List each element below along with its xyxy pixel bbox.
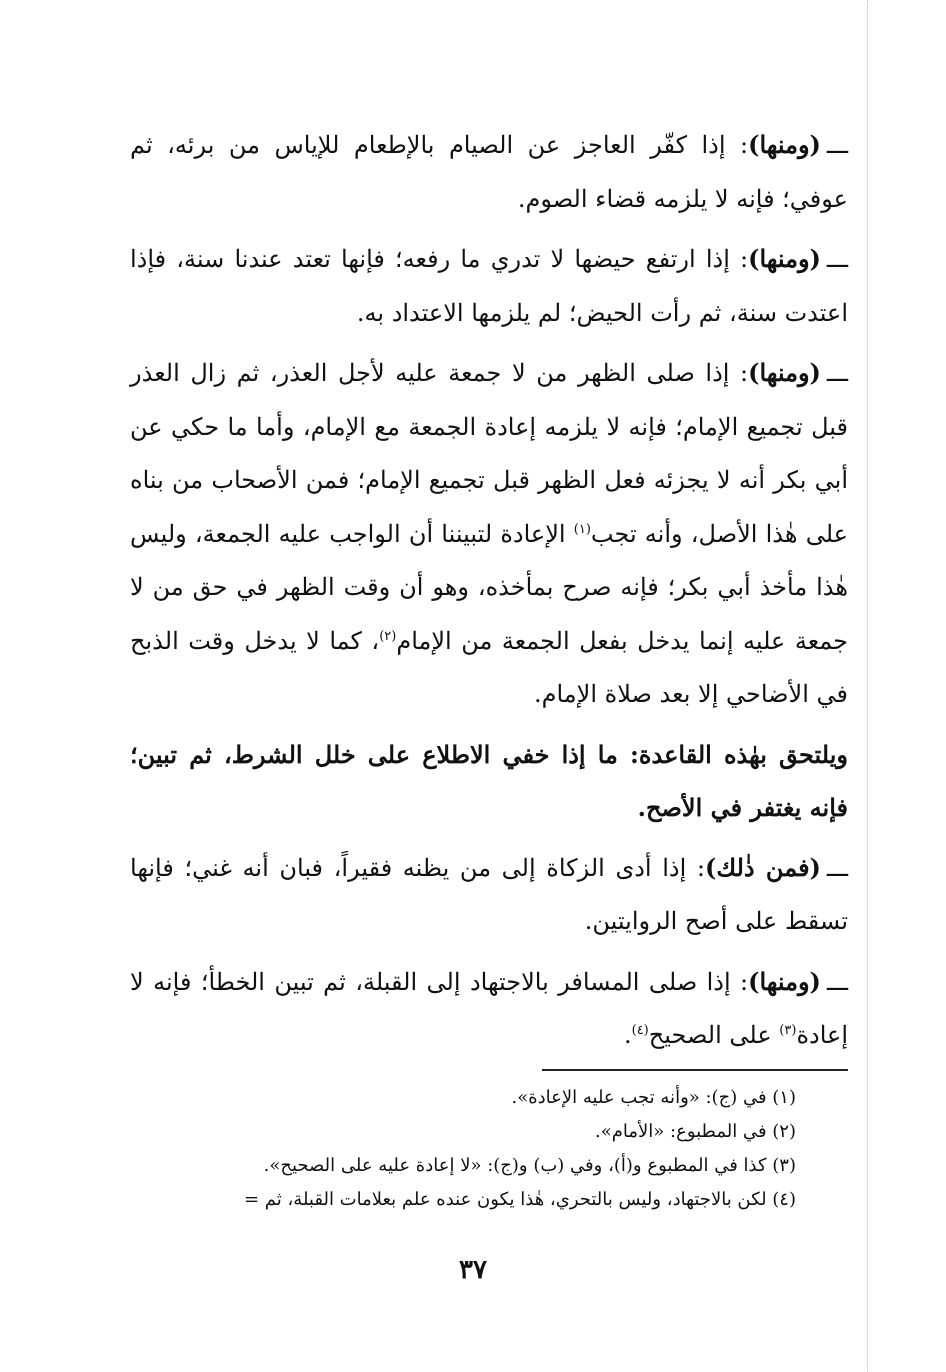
rule-heading: [130, 728, 848, 835]
paragraph-text-part-1: : إذا صلى الظهر من لا جمعة عليه لأجل العذر، ثم زال العذر قبل تجميع الإمام؛ فإنه لا يلزمه إعادة الجمعة مع الإمام، وأما ما حكي عن أبي بكر أنه لا يجزئه فعل الظهر قبل تجميع الإمام؛ فمن الأصحاب من بناه على هٰذا الأصل، وأنه تجب: [130, 359, 849, 548]
paragraph-5: [130, 955, 848, 1063]
footnote-ref-4[interactable]: (٤): [631, 1023, 649, 1038]
paragraph-label: (ومنها): [748, 130, 821, 159]
footnote-ref-3[interactable]: (٣): [779, 1023, 797, 1038]
paragraph-text-part-2: على الصحيح: [648, 1021, 780, 1049]
paragraph-2: [130, 232, 848, 340]
paragraph-3: [130, 346, 848, 722]
paragraph-label: (ومنها): [748, 244, 821, 273]
footnote-separator: [542, 1069, 848, 1071]
footnote-1: (١) في (ج): «وأنه تجب عليه الإعادة».: [511, 1086, 796, 1108]
footnote-ref-1[interactable]: (١): [573, 521, 591, 537]
paragraph-dash: ـــ: [826, 245, 848, 273]
paragraph-text-part-1: : إذا صلى المسافر بالاجتهاد إلى القبلة، ثم تبين الخطأ؛ فإنه لا إعادة: [130, 967, 848, 1049]
paragraph-text-part-3: .: [623, 1021, 632, 1049]
paragraph-4: [130, 841, 848, 949]
paragraph-dash: ـــ: [826, 967, 848, 996]
page-body: [130, 118, 848, 1217]
paragraph-dash: ـــ: [826, 853, 848, 882]
paragraph-text-part-3: ، كما لا يدخل وقت الذبح في الأضاحي إلا بعد صلاة الإمام.: [130, 626, 848, 708]
page-number: ٣٧: [459, 1255, 487, 1285]
footnotes: [130, 1081, 796, 1217]
paragraph-text-part-2: الإعادة لتبيننا أن الواجب عليه الجمعة، وليس هٰذا مأخذ أبي بكر؛ فإنه صرح بمأخذه، وهو أن وقت الظهر في حق من لا جمعة عليه إنما يدخل بفعل الجمعة من الإمام: [130, 519, 849, 655]
rule-heading-lead: ويلتحق بهٰذه القاعدة:: [617, 739, 848, 769]
footnote-ref-2[interactable]: (٢): [379, 628, 397, 644]
paragraph-1: [130, 118, 848, 226]
footnote-3: (٣) كذا في المطبوع و(أ)، وفي (ب) و(ج): «لا إعادة عليه على الصحيح».: [263, 1154, 796, 1176]
paragraph-dash: ـــ: [826, 359, 848, 387]
paragraph-label: (فمن ذٰلك): [704, 852, 821, 882]
paragraph-dash: ـــ: [826, 131, 848, 159]
page-edge-line: [867, 0, 868, 1372]
paragraph-text: : إذا أدى الزكاة إلى من يظنه فقيراً، فبان أنه غني؛ فإنها تسقط على أصح الروايتين.: [130, 853, 848, 935]
paragraph-label: (ومنها): [748, 966, 821, 996]
paragraph-text: : إذا كفّر العاجز عن الصيام بالإطعام للإياس من برئه، ثم عوفي؛ فإنه لا يلزمه قضاء الصوم.: [130, 131, 848, 213]
paragraph-text: : إذا ارتفع حيضها لا تدري ما رفعه؛ فإنها تعتد عندنا سنة، فإذا اعتدت سنة، ثم رأت الحيض؛ لم يلزمها الاعتداد به.: [130, 245, 848, 327]
footnote-4: (٤) لكن بالاجتهاد، وليس بالتحري، هٰذا يكون عنده علم بعلامات القبلة، ثم =: [243, 1188, 796, 1210]
paragraph-label: (ومنها): [748, 358, 821, 387]
footnote-2: (٢) في المطبوع: «الأمام».: [595, 1120, 796, 1142]
rule-heading-body: ما إذا خفي الاطلاع على خلل الشرط، ثم تبين؛ فإنه يغتفر في الأصح.: [130, 739, 848, 822]
